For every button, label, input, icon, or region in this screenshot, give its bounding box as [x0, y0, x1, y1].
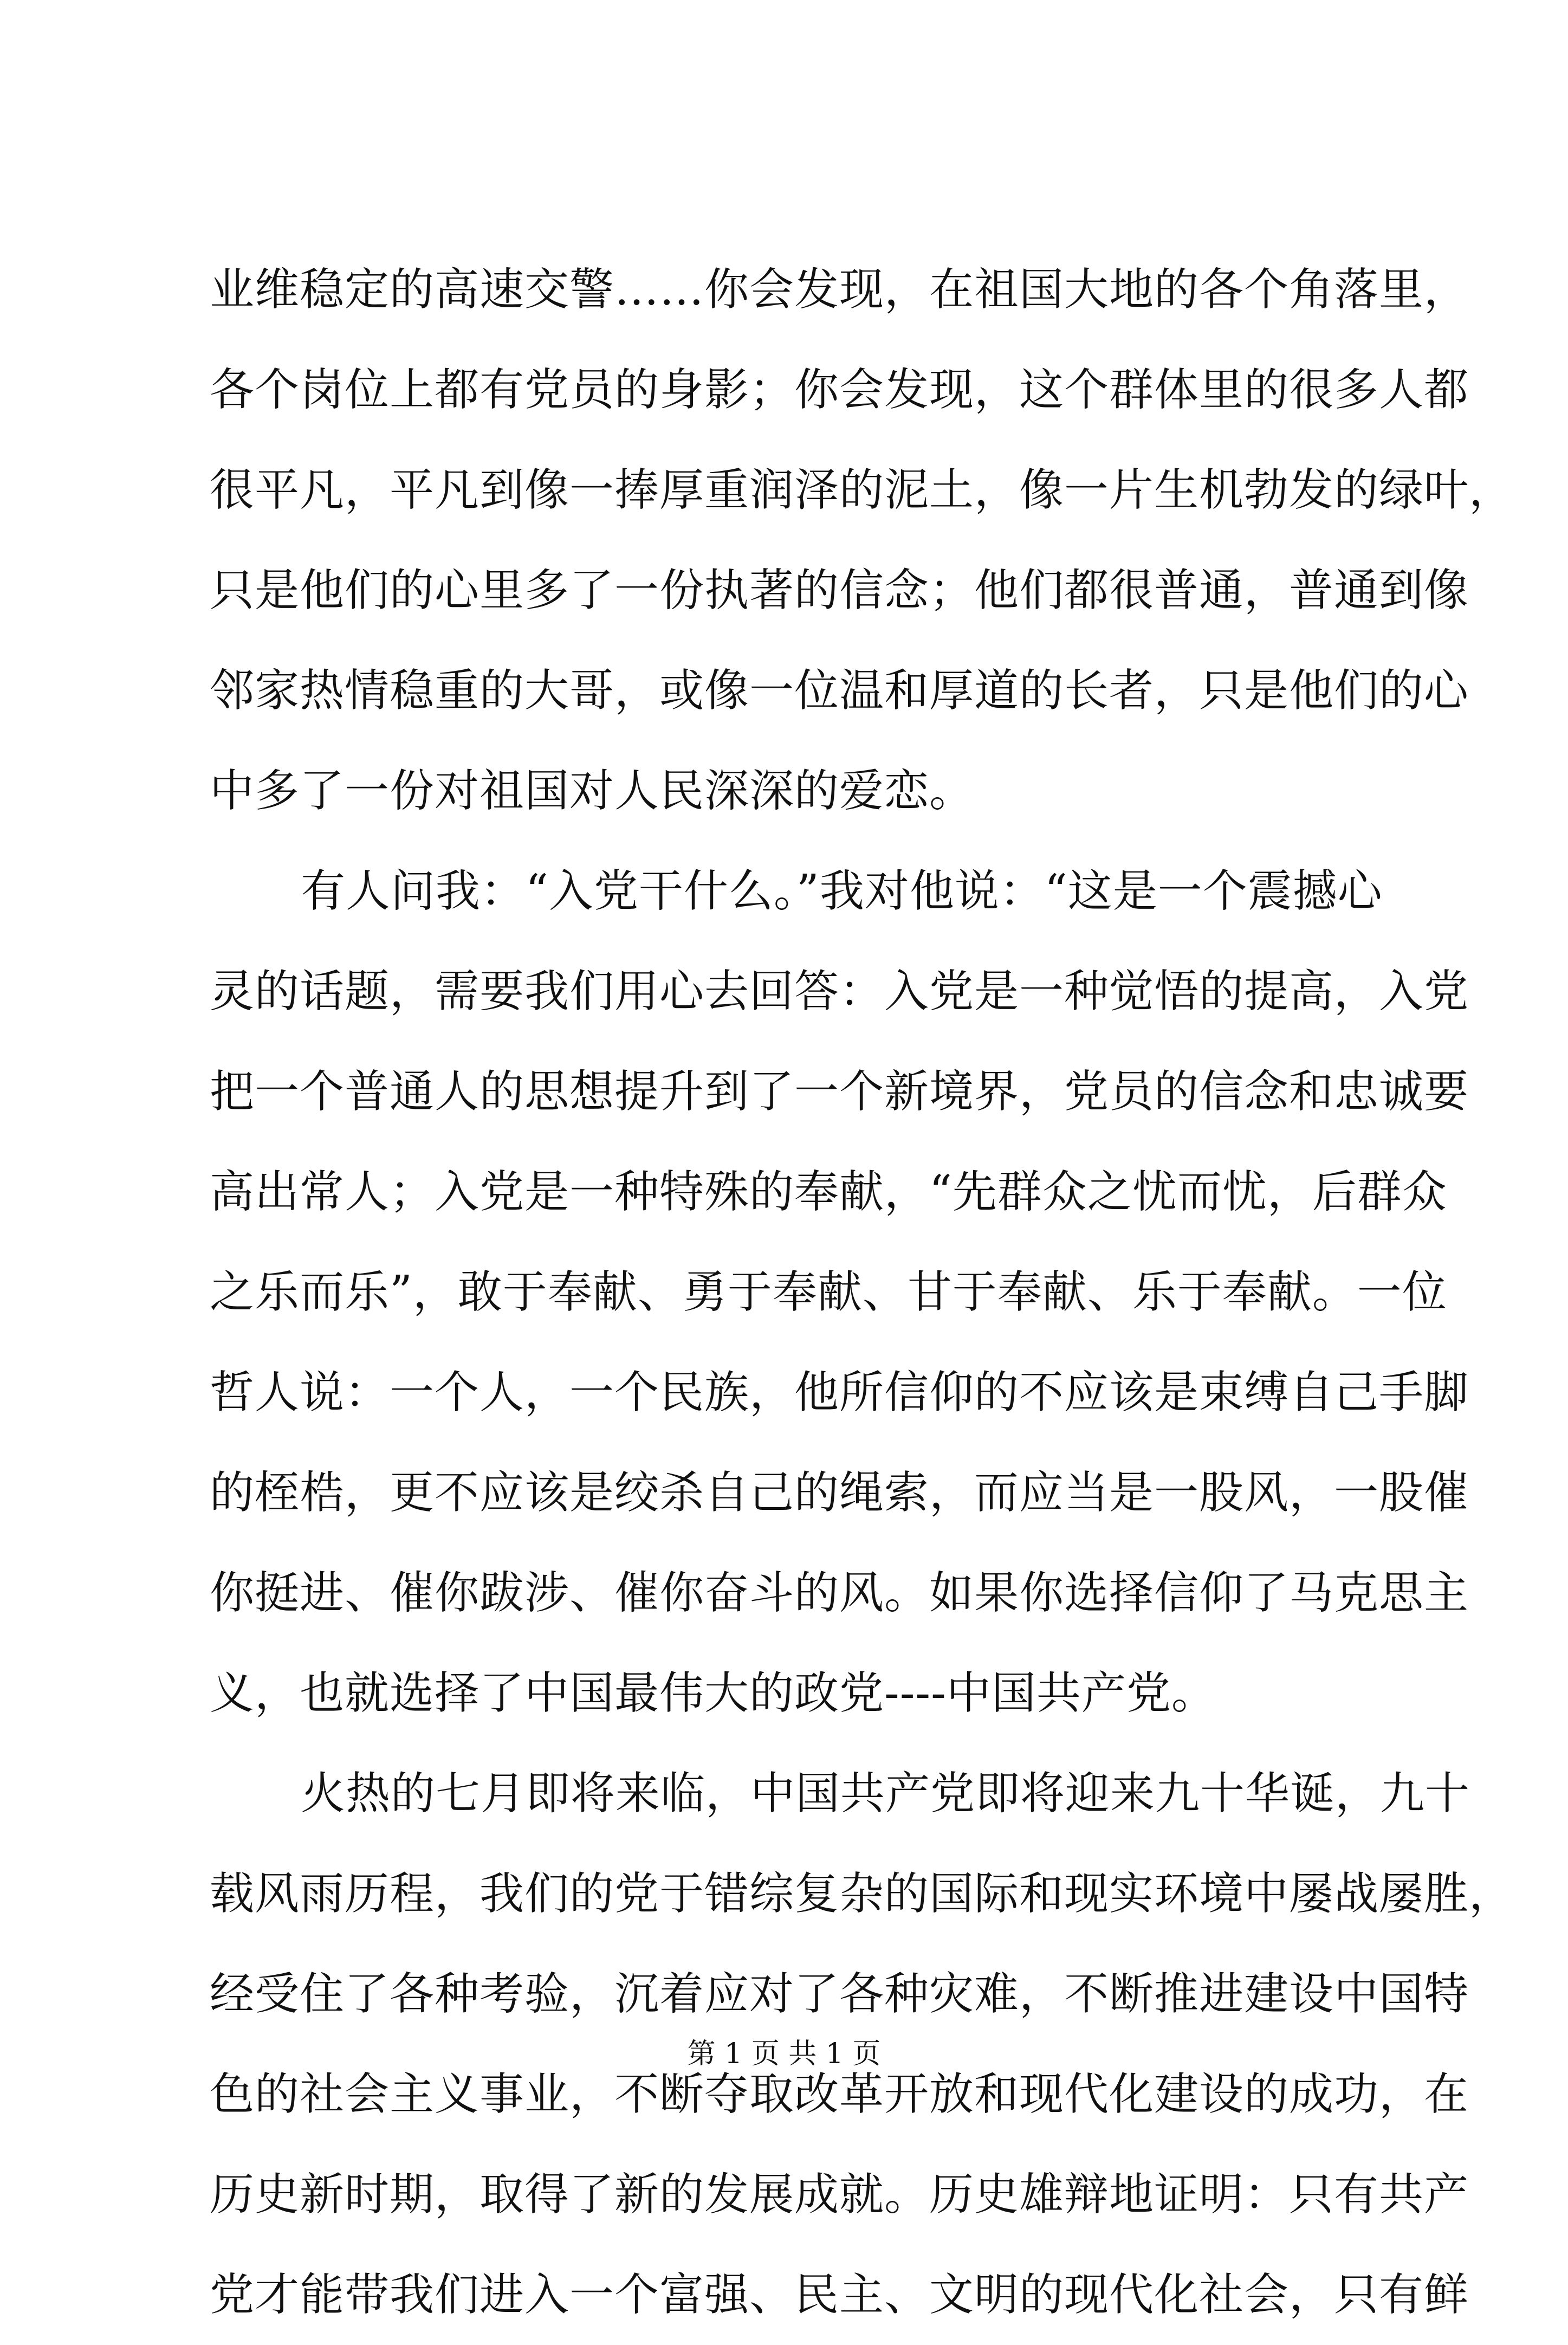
text-line: 高出常人；入党是一种特殊的奉献，“先群众之忧而忧，后群众: [210, 1166, 1447, 1218]
text-line: 历史新时期，取得了新的发展成就。历史雄辩地证明：只有共产: [210, 2169, 1469, 2220]
text-line: 各个岗位上都有党员的身影；你会发现，这个群体里的很多人都: [210, 364, 1469, 416]
body-text: [210, 240, 1514, 2345]
text-line: 业维稳定的高速交警……你会发现，在祖国大地的各个角落里，: [210, 264, 1469, 315]
text-line: 党才能带我们进入一个富强、民主、文明的现代化社会，只有鲜: [210, 2269, 1469, 2321]
text-line: 你挺进、催你跋涉、催你奋斗的风。如果你选择信仰了马克思主: [210, 1567, 1469, 1619]
text-line: 色的社会主义事业，不断夺取改革开放和现代化建设的成功，在: [210, 2069, 1469, 2120]
page-footer: 第 1 页 共 1 页: [687, 2038, 881, 2070]
text-line: 只是他们的心里多了一份执著的信念；他们都很普通，普通到像: [210, 565, 1469, 616]
text-line: 火热的七月即将来临，中国共产党即将迎来九十华诞，九十: [301, 1768, 1470, 1819]
text-line: 义，也就选择了中国最伟大的政党----中国共产党。: [210, 1668, 1216, 1719]
text-line: 很平凡，平凡到像一捧厚重润泽的泥土，像一片生机勃发的绿叶，: [210, 464, 1514, 516]
text-line: 邻家热情稳重的大哥，或像一位温和厚道的长者，只是他们的心: [210, 665, 1469, 716]
text-line: 之乐而乐”，敢于奉献、勇于奉献、甘于奉献、乐于奉献。一位: [210, 1267, 1447, 1318]
text-line: 载风雨历程，我们的党于错综复杂的国际和现实环境中屡战屡胜，: [210, 1868, 1514, 1920]
text-line: 哲人说：一个人，一个民族，他所信仰的不应该是束缚自己手脚: [210, 1367, 1469, 1418]
text-line: 中多了一份对祖国对人民深深的爱恋。: [210, 765, 975, 817]
text-line: 把一个普通人的思想提升到了一个新境界，党员的信念和忠诚要: [210, 1066, 1469, 1117]
text-line: 灵的话题，需要我们用心去回答：入党是一种觉悟的提高，入党: [210, 966, 1469, 1017]
text-line: 经受住了各种考验，沉着应对了各种灾难，不断推进建设中国特: [210, 1968, 1469, 2020]
text-line: 有人问我：“入党干什么。”我对他说：“这是一个震撼心: [301, 865, 1383, 917]
text-line: 的桎梏，更不应该是绞杀自己的绳索，而应当是一股风，一股催: [210, 1467, 1469, 1519]
